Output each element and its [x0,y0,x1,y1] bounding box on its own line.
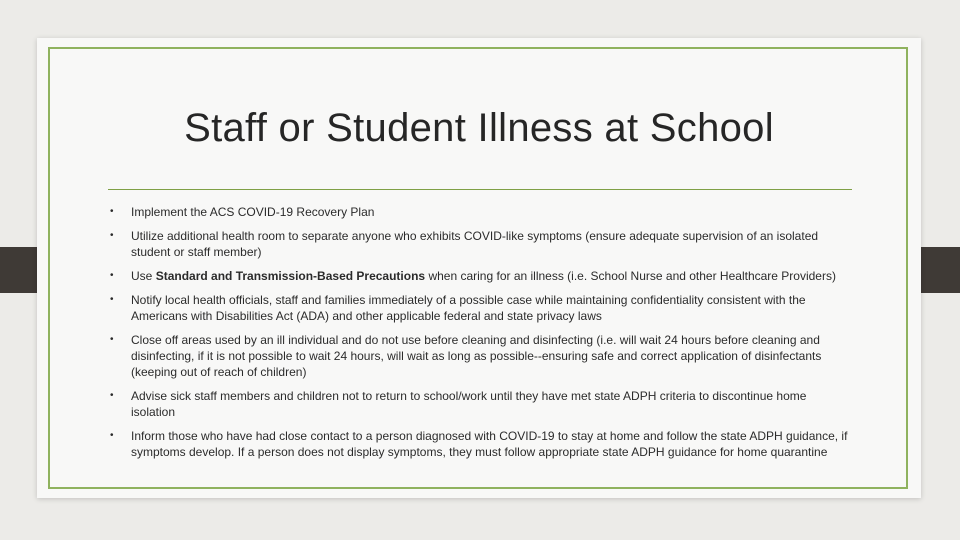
bullet-item [108,428,848,460]
bullet-text: Advise sick staff members and children not to return to school/work until they have met state ADPH criteria to discontinue home isolation [131,389,807,419]
bullet-item [108,388,848,420]
bullet-item [108,204,848,220]
bullet-text: Inform those who have had close contact to a person diagnosed with COVID-19 to stay at home and follow the state ADPH guidance, if symptoms develop. If a person does not display symptoms, they must follow appropriate state ADPH guidance for home quarantine [131,429,848,459]
bullet-text-bold: Standard and Transmission-Based Precautions [155,269,426,283]
bullet-icon: • [110,206,114,217]
bullet-icon: • [110,390,114,401]
bullet-item [108,332,848,380]
bullet-text: Utilize additional health room to separate anyone who exhibits COVID-like symptoms (ensure adequate supervision of an isolated student or staff member) [131,229,819,259]
bullet-list [108,204,848,468]
bullet-text-prefix: Use [131,269,156,283]
bullet-icon: • [110,270,114,281]
bullet-item [108,268,848,284]
bullet-text: Close off areas used by an ill individual and do not use before cleaning and disinfecting (i.e. will wait 24 hours before cleaning and disinfecting, if it is not possible to wait 24 hours, will wait as long as possible--ensuring safe and correct application of disinfectants (keeping out of reach of children) [131,333,822,379]
bullet-icon: • [110,430,114,441]
bullet-text: Notify local health officials, staff and families immediately of a possible case while maintaining confidentiality consistent with the Americans with Disabilities Act (ADA) and other applicable federal and state privacy laws [131,293,806,323]
title-divider [108,189,852,190]
bullet-icon: • [110,294,114,305]
bullet-item [108,292,848,324]
bullet-text-suffix: when caring for an illness (i.e. School Nurse and other Healthcare Providers) [425,269,836,283]
slide [37,38,921,498]
bullet-icon: • [110,230,114,241]
bullet-item [108,228,848,260]
bullet-text: Implement the ACS COVID-19 Recovery Plan [131,205,375,219]
slide-title: Staff or Student Illness at School [184,106,774,150]
bullet-icon: • [110,334,114,345]
